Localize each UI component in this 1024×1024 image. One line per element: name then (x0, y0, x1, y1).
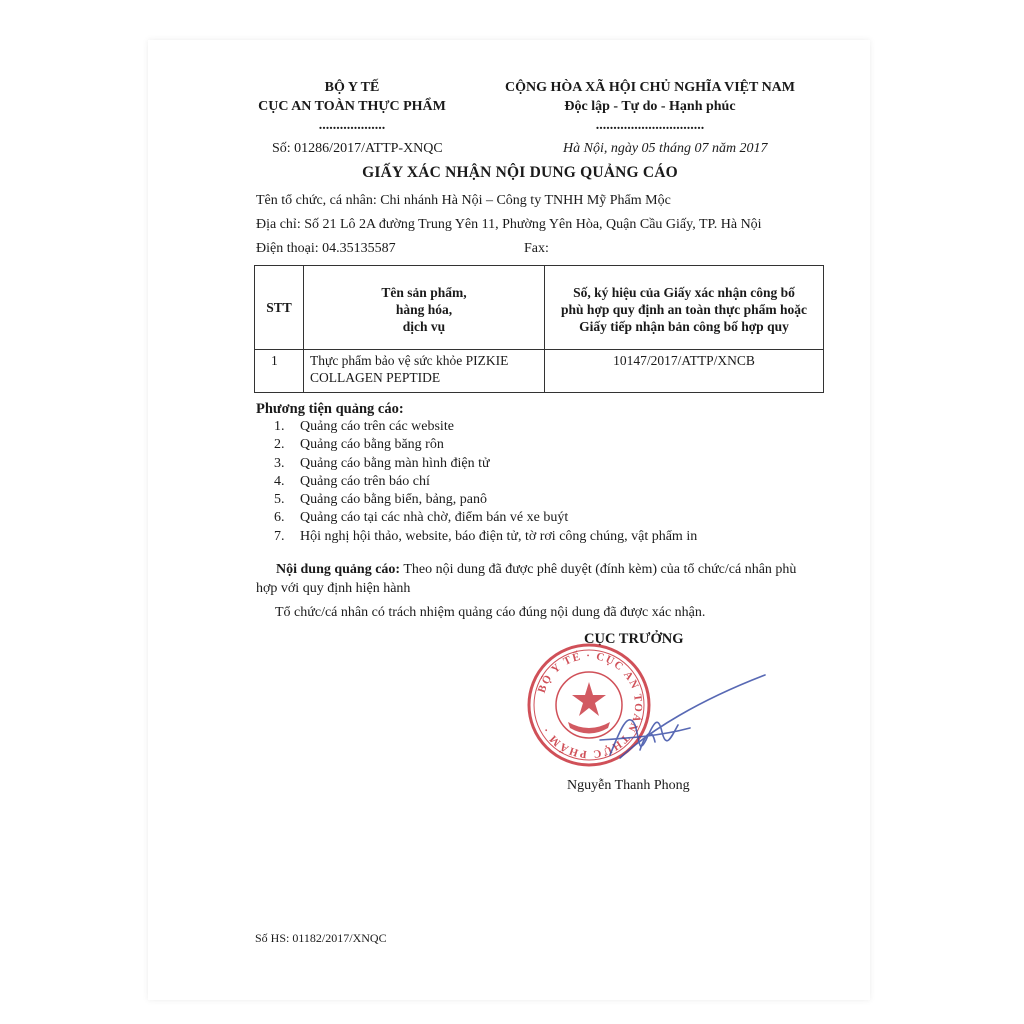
document-title: GIẤY XÁC NHẬN NỘI DUNG QUẢNG CÁO (362, 164, 678, 181)
document-date: Hà Nội, ngày 05 tháng 07 năm 2017 (563, 141, 768, 156)
organization-line: Tên tổ chức, cá nhân: Chi nhánh Hà Nội – Công ty TNHH Mỹ Phẩm Mộc (256, 193, 671, 208)
row-stt: 1 (255, 350, 304, 393)
header-right-dots: ............................... (595, 118, 705, 133)
header-certificate-line: phù hợp quy định an toàn thực phẩm hoặc (561, 302, 807, 317)
national-motto: Độc lập - Tự do - Hạnh phúc (564, 99, 736, 114)
row-product-name-line: Thực phẩm bảo vệ sức khỏe PIZKIE (310, 353, 509, 368)
department-name: CỤC AN TOÀN THỰC PHẨM (258, 99, 446, 114)
list-item-number: 1. (274, 419, 285, 434)
list-item-number: 3. (274, 455, 285, 471)
list-item-text: Quảng cáo bằng biển, bảng, panô (300, 492, 487, 508)
list-item-text: Hội nghị hội thảo, website, báo điện tử, tờ rơi công chúng, vật phẩm in (300, 528, 698, 544)
row-product-name-line: COLLAGEN PEPTIDE (310, 370, 441, 385)
table-header-row (255, 266, 824, 350)
product-table (254, 265, 824, 393)
header-product-name-line: dịch vụ (402, 319, 446, 334)
header-left-dots: ................... (318, 118, 386, 133)
header-certificate-code (545, 266, 824, 350)
content-paragraph (256, 560, 816, 598)
header-certificate-line: Giấy tiếp nhận bản công bố hợp quy (579, 319, 789, 334)
document-number: Số: 01286/2017/ATTP-XNQC (272, 141, 443, 156)
svg-text:BỘ Y TẾ · CỤC AN TOÀN THỰC PHẨ: BỘ Y TẾ · CỤC AN TOÀN THỰC PHẨM · (535, 649, 645, 761)
list-item-text: Quảng cáo trên các website (300, 419, 454, 434)
list-item-number: 2. (274, 437, 285, 453)
media-list (274, 418, 697, 546)
file-number: Số HS: 01182/2017/XNQC (255, 931, 387, 945)
row-product-name (304, 350, 545, 393)
list-item (274, 473, 697, 491)
list-item-text: Quảng cáo bằng băng rôn (300, 437, 444, 453)
list-item-number: 7. (274, 528, 285, 544)
issuer-header (252, 78, 452, 135)
fax-label: Fax: (524, 241, 549, 256)
header-certificate-line: Số, ký hiệu của Giấy xác nhận công bố (573, 285, 795, 300)
signature (580, 670, 770, 770)
list-item (274, 436, 697, 454)
header-product-name-line: Tên sản phẩm, (381, 285, 467, 300)
content-label: Nội dung quảng cáo: (276, 562, 401, 577)
list-item (274, 455, 697, 473)
header-product-name (304, 266, 545, 350)
header-stt: STT (255, 266, 304, 350)
row-certificate-code: 10147/2017/ATTP/XNCB (545, 350, 824, 393)
list-item (274, 491, 697, 509)
list-item-number: 4. (274, 473, 285, 489)
content-text: Theo nội dung đã được phê duyệt (đính kèm) của tổ chức/cá nhân phù hợp với quy định hiện hành (256, 562, 797, 596)
signer-name: Nguyễn Thanh Phong (567, 778, 690, 793)
media-section-title: Phương tiện quảng cáo: (256, 401, 404, 417)
table-row (255, 350, 824, 393)
nation-header (500, 78, 800, 135)
list-item-text: Quảng cáo bằng màn hình điện tử (300, 455, 490, 471)
signer-title: CỤC TRƯỞNG (584, 631, 684, 647)
list-item (274, 528, 697, 546)
list-item-text: Quảng cáo trên báo chí (300, 473, 430, 489)
responsibility-statement: Tổ chức/cá nhân có trách nhiệm quảng cáo đúng nội dung đã được xác nhận. (275, 605, 706, 620)
list-item-number: 6. (274, 510, 285, 526)
phone-line: Điện thoại: 04.35135587 (256, 241, 396, 256)
list-item (274, 418, 697, 436)
list-item-number: 5. (274, 492, 285, 508)
address-line: Địa chỉ: Số 21 Lô 2A đường Trung Yên 11, Phường Yên Hòa, Quận Cầu Giấy, TP. Hà Nội (256, 217, 762, 232)
list-item (274, 509, 697, 527)
header-product-name-line: hàng hóa, (395, 302, 453, 317)
list-item-text: Quảng cáo tại các nhà chờ, điểm bán vé xe buýt (300, 510, 569, 526)
nation-name: CỘNG HÒA XÃ HỘI CHỦ NGHĨA VIỆT NAM (504, 80, 795, 95)
ministry-name: BỘ Y TẾ (324, 80, 380, 95)
